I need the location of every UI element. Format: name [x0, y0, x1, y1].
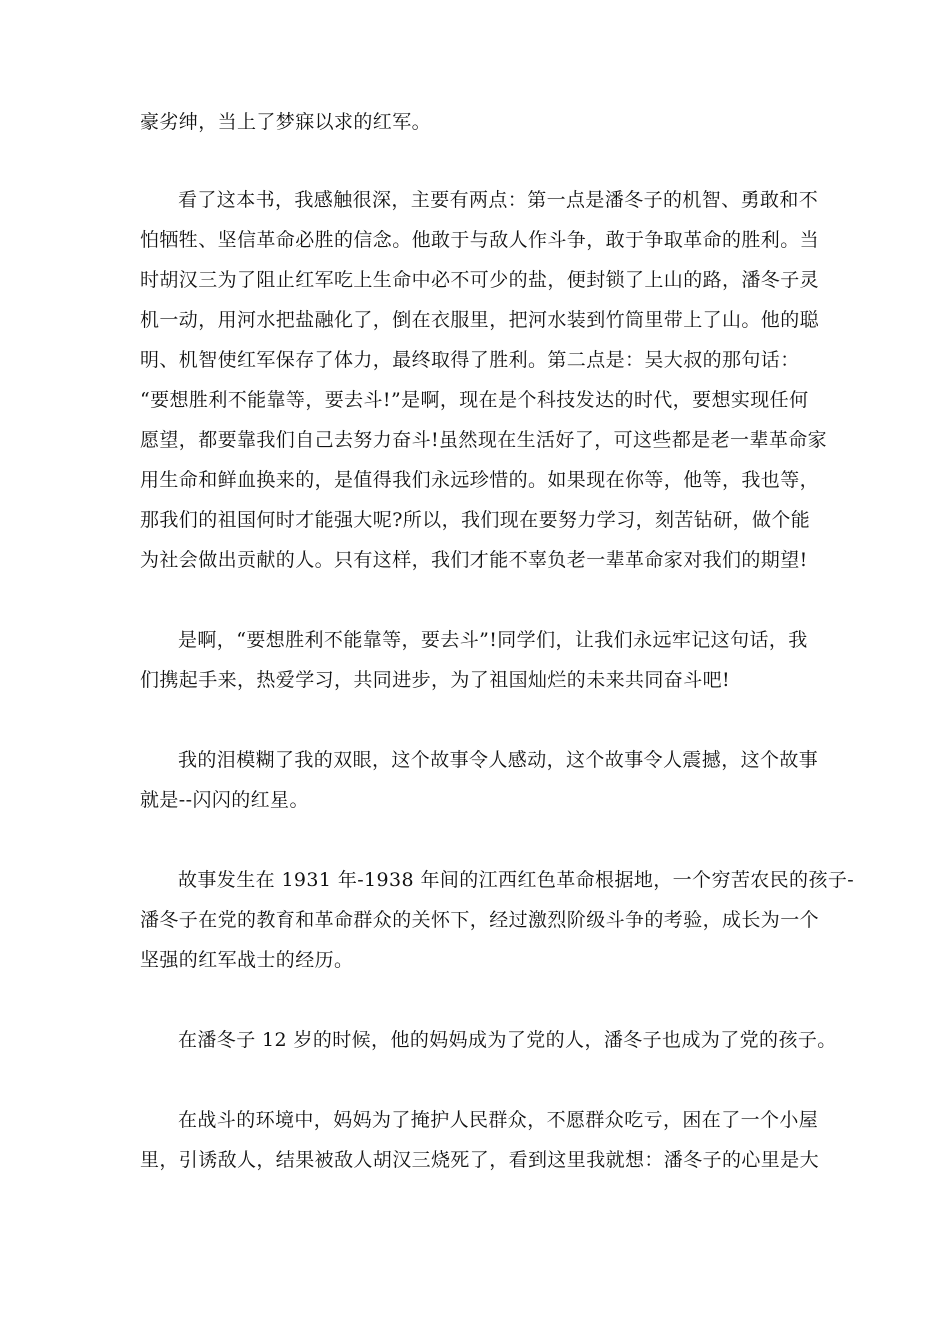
- paragraph-line: 就是--闪闪的红星。: [140, 789, 309, 811]
- paragraph-line: 看了这本书，我感触很深，主要有两点：第一点是潘冬子的机智、勇敢和不: [178, 189, 819, 211]
- paragraph-line: 用生命和鲜血换来的，是值得我们永远珍惜的。如果现在你等，他等，我也等，: [140, 469, 820, 491]
- paragraph-line: 机一动，用河水把盐融化了，倒在衣服里，把河水装到竹筒里带上了山。他的聪: [140, 309, 820, 331]
- paragraph-line: 在战斗的环境中，妈妈为了掩护人民群众，不愿群众吃亏，困在了一个小屋: [178, 1109, 819, 1131]
- paragraph-line: “要想胜利不能靠等，要去斗!”是啊，现在是个科技发达的时代，要想实现任何: [140, 389, 809, 411]
- paragraph-line: 潘冬子在党的教育和革命群众的关怀下，经过激烈阶级斗争的考验，成长为一个: [140, 909, 820, 931]
- paragraph-line: 明、机智使红军保存了体力，最终取得了胜利。第二点是：吴大叔的那句话：: [140, 349, 800, 371]
- paragraph-line: 我的泪模糊了我的双眼，这个故事令人感动，这个故事令人震撼，这个故事: [178, 749, 819, 771]
- paragraph-line: 那我们的祖国何时才能强大呢?所以，我们现在要努力学习，刻苦钻研，做个能: [140, 509, 811, 531]
- paragraph-line: 是啊，“要想胜利不能靠等，要去斗”!同学们，让我们永远牢记这句话，我: [178, 629, 808, 651]
- paragraph-line: 怕牺牲、坚信革命必胜的信念。他敢于与敌人作斗争，敢于争取革命的胜利。当: [140, 229, 820, 251]
- paragraph-line: 里，引诱敌人，结果被敌人胡汉三烧死了，看到这里我就想：潘冬子的心里是大: [140, 1149, 820, 1171]
- paragraph-line: 豪劣绅，当上了梦寐以求的红军。: [140, 111, 432, 133]
- paragraph-line: 故事发生在 1931 年-1938 年间的江西红色革命根据地，一个穷苦农民的孩子-: [178, 869, 855, 891]
- paragraph-line: 坚强的红军战士的经历。: [140, 949, 354, 971]
- paragraph-line: 们携起手来，热爱学习，共同进步，为了祖国灿烂的未来共同奋斗吧!: [140, 669, 731, 691]
- paragraph-line: 愿望，都要靠我们自己去努力奋斗!虽然现在生活好了，可这些都是老一辈革命家: [140, 429, 828, 451]
- paragraph-line: 为社会做出贡献的人。只有这样，我们才能不辜负老一辈革命家对我们的期望!: [140, 549, 808, 571]
- paragraph-line: 在潘冬子 12 岁的时候，他的妈妈成为了党的人，潘冬子也成为了党的孩子。: [178, 1029, 837, 1051]
- paragraph-line: 时胡汉三为了阻止红军吃上生命中必不可少的盐，便封锁了上山的路，潘冬子灵: [140, 269, 820, 291]
